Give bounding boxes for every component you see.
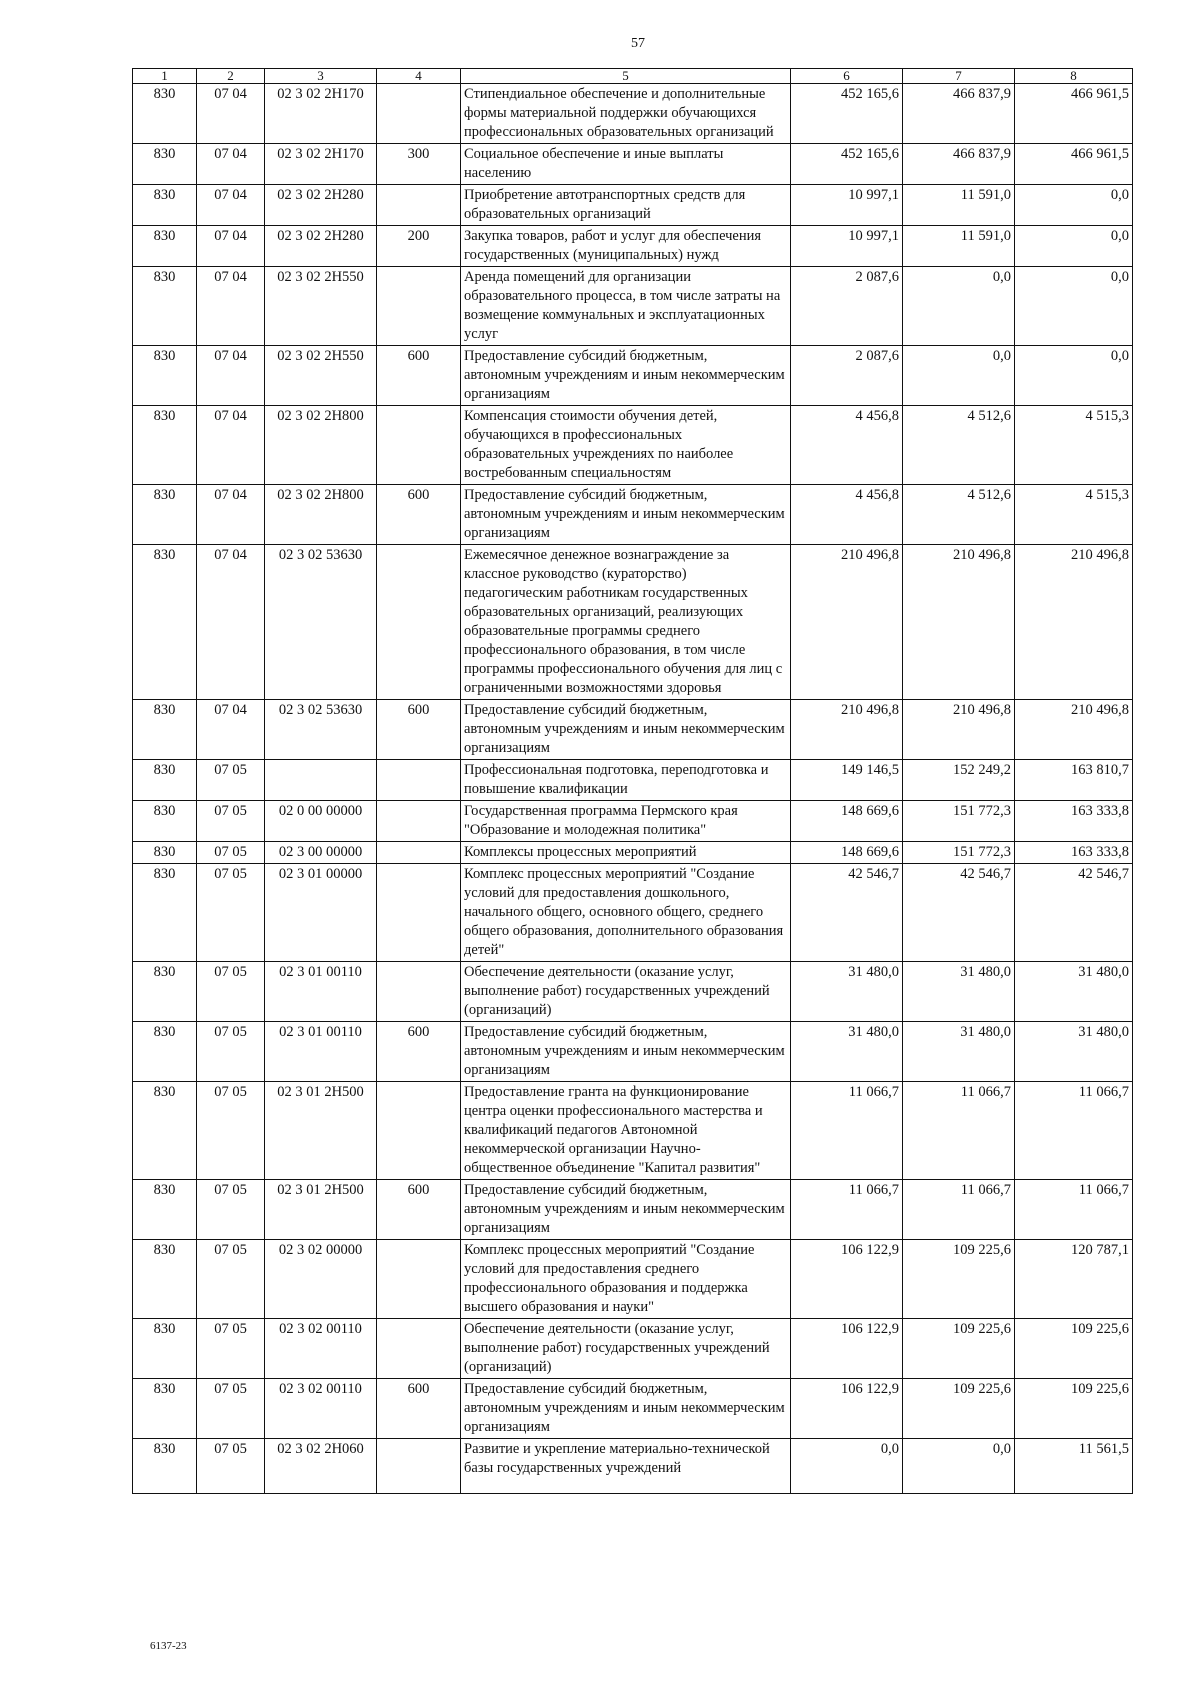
cell-amount-7: 0,0 bbox=[903, 346, 1015, 406]
header-row bbox=[133, 69, 1133, 84]
cell-admin-code: 830 bbox=[133, 226, 197, 267]
cell-target-code: 02 3 02 53630 bbox=[265, 700, 377, 760]
header-cell: 8 bbox=[1015, 69, 1133, 84]
cell-description: Закупка товаров, работ и услуг для обеспечения государственных (муниципальных) нужд bbox=[461, 226, 791, 267]
cell-admin-code: 830 bbox=[133, 801, 197, 842]
table-row bbox=[133, 185, 1133, 226]
cell-section: 07 05 bbox=[197, 1180, 265, 1240]
cell-admin-code: 830 bbox=[133, 267, 197, 346]
table-row bbox=[133, 545, 1133, 700]
cell-section: 07 04 bbox=[197, 485, 265, 545]
cell-amount-6: 4 456,8 bbox=[791, 406, 903, 485]
cell-section: 07 05 bbox=[197, 760, 265, 801]
cell-section: 07 04 bbox=[197, 346, 265, 406]
table-row bbox=[133, 760, 1133, 801]
cell-description: Обеспечение деятельности (оказание услуг, выполнение работ) государственных учреждений (организаций) bbox=[461, 1319, 791, 1379]
cell-admin-code: 830 bbox=[133, 144, 197, 185]
cell-section: 07 05 bbox=[197, 1439, 265, 1494]
cell-amount-6: 210 496,8 bbox=[791, 700, 903, 760]
cell-amount-6: 106 122,9 bbox=[791, 1379, 903, 1439]
cell-description: Предоставление субсидий бюджетным, автономным учреждениям и иным некоммерческим организациям bbox=[461, 1022, 791, 1082]
cell-amount-8: 11 066,7 bbox=[1015, 1180, 1133, 1240]
table-row bbox=[133, 84, 1133, 144]
cell-expense-type bbox=[377, 1439, 461, 1494]
header-cell: 5 bbox=[461, 69, 791, 84]
cell-expense-type: 600 bbox=[377, 485, 461, 545]
cell-expense-type bbox=[377, 864, 461, 962]
cell-description: Предоставление субсидий бюджетным, автономным учреждениям и иным некоммерческим организациям bbox=[461, 1379, 791, 1439]
cell-description: Предоставление субсидий бюджетным, автономным учреждениям и иным некоммерческим организациям bbox=[461, 1180, 791, 1240]
cell-amount-7: 0,0 bbox=[903, 267, 1015, 346]
cell-target-code: 02 3 02 2Н800 bbox=[265, 406, 377, 485]
cell-amount-7: 152 249,2 bbox=[903, 760, 1015, 801]
cell-target-code: 02 3 00 00000 bbox=[265, 842, 377, 864]
cell-amount-6: 10 997,1 bbox=[791, 185, 903, 226]
cell-amount-7: 4 512,6 bbox=[903, 485, 1015, 545]
cell-amount-8: 42 546,7 bbox=[1015, 864, 1133, 962]
cell-amount-7: 31 480,0 bbox=[903, 962, 1015, 1022]
cell-amount-8: 0,0 bbox=[1015, 185, 1133, 226]
cell-expense-type bbox=[377, 1082, 461, 1180]
cell-expense-type: 300 bbox=[377, 144, 461, 185]
cell-amount-8: 4 515,3 bbox=[1015, 406, 1133, 485]
cell-section: 07 04 bbox=[197, 406, 265, 485]
cell-amount-6: 106 122,9 bbox=[791, 1319, 903, 1379]
cell-expense-type bbox=[377, 185, 461, 226]
cell-amount-7: 31 480,0 bbox=[903, 1022, 1015, 1082]
cell-section: 07 04 bbox=[197, 545, 265, 700]
cell-amount-8: 163 333,8 bbox=[1015, 801, 1133, 842]
table-row bbox=[133, 1180, 1133, 1240]
cell-amount-7: 151 772,3 bbox=[903, 801, 1015, 842]
cell-amount-8: 0,0 bbox=[1015, 346, 1133, 406]
cell-admin-code: 830 bbox=[133, 842, 197, 864]
cell-amount-8: 11 066,7 bbox=[1015, 1082, 1133, 1180]
cell-description: Аренда помещений для организации образовательного процесса, в том числе затраты на возмещение коммунальных и эксплуатационных услуг bbox=[461, 267, 791, 346]
cell-section: 07 05 bbox=[197, 1022, 265, 1082]
cell-target-code: 02 0 00 00000 bbox=[265, 801, 377, 842]
table-row bbox=[133, 1240, 1133, 1319]
cell-amount-6: 11 066,7 bbox=[791, 1180, 903, 1240]
table-row bbox=[133, 864, 1133, 962]
cell-admin-code: 830 bbox=[133, 1180, 197, 1240]
cell-admin-code: 830 bbox=[133, 346, 197, 406]
cell-amount-6: 31 480,0 bbox=[791, 1022, 903, 1082]
cell-target-code: 02 3 01 00000 bbox=[265, 864, 377, 962]
cell-amount-6: 210 496,8 bbox=[791, 545, 903, 700]
cell-section: 07 04 bbox=[197, 144, 265, 185]
cell-description: Предоставление субсидий бюджетным, автономным учреждениям и иным некоммерческим организациям bbox=[461, 485, 791, 545]
table-row bbox=[133, 842, 1133, 864]
cell-description: Ежемесячное денежное вознаграждение за классное руководство (кураторство) педагогическим работникам государственных образовательных организаций, реализующих образовательные программы среднего профессионального образования, в том числе программы профессионального обучения для лиц с ограниченными возможностями здоровья bbox=[461, 545, 791, 700]
cell-amount-7: 151 772,3 bbox=[903, 842, 1015, 864]
cell-target-code: 02 3 02 00110 bbox=[265, 1319, 377, 1379]
cell-section: 07 04 bbox=[197, 185, 265, 226]
cell-amount-6: 10 997,1 bbox=[791, 226, 903, 267]
cell-expense-type: 200 bbox=[377, 226, 461, 267]
cell-amount-7: 11 591,0 bbox=[903, 185, 1015, 226]
cell-section: 07 05 bbox=[197, 1379, 265, 1439]
cell-expense-type: 600 bbox=[377, 1022, 461, 1082]
cell-expense-type bbox=[377, 1240, 461, 1319]
cell-amount-6: 2 087,6 bbox=[791, 267, 903, 346]
table-row bbox=[133, 406, 1133, 485]
cell-target-code: 02 3 02 00110 bbox=[265, 1379, 377, 1439]
cell-amount-6: 148 669,6 bbox=[791, 801, 903, 842]
cell-amount-6: 0,0 bbox=[791, 1439, 903, 1494]
cell-expense-type: 600 bbox=[377, 1180, 461, 1240]
cell-admin-code: 830 bbox=[133, 1240, 197, 1319]
cell-section: 07 05 bbox=[197, 1240, 265, 1319]
table-row bbox=[133, 267, 1133, 346]
cell-admin-code: 830 bbox=[133, 84, 197, 144]
cell-amount-8: 210 496,8 bbox=[1015, 545, 1133, 700]
cell-description: Стипендиальное обеспечение и дополнительные формы материальной поддержки обучающихся профессиональных образовательных организаций bbox=[461, 84, 791, 144]
cell-amount-6: 4 456,8 bbox=[791, 485, 903, 545]
header-cell: 2 bbox=[197, 69, 265, 84]
cell-section: 07 05 bbox=[197, 842, 265, 864]
cell-description: Предоставление субсидий бюджетным, автономным учреждениям и иным некоммерческим организациям bbox=[461, 700, 791, 760]
cell-amount-7: 466 837,9 bbox=[903, 84, 1015, 144]
table-row bbox=[133, 700, 1133, 760]
cell-admin-code: 830 bbox=[133, 1379, 197, 1439]
cell-amount-7: 210 496,8 bbox=[903, 545, 1015, 700]
cell-amount-7: 11 066,7 bbox=[903, 1082, 1015, 1180]
table-row bbox=[133, 485, 1133, 545]
table-body bbox=[133, 84, 1133, 1494]
cell-target-code: 02 3 02 2Н170 bbox=[265, 84, 377, 144]
table-row bbox=[133, 1022, 1133, 1082]
page-number: 57 bbox=[631, 36, 645, 51]
cell-section: 07 05 bbox=[197, 1319, 265, 1379]
cell-expense-type bbox=[377, 962, 461, 1022]
cell-amount-8: 163 333,8 bbox=[1015, 842, 1133, 864]
cell-amount-7: 109 225,6 bbox=[903, 1319, 1015, 1379]
cell-target-code: 02 3 02 2Н550 bbox=[265, 267, 377, 346]
cell-amount-7: 11 591,0 bbox=[903, 226, 1015, 267]
cell-expense-type bbox=[377, 267, 461, 346]
cell-admin-code: 830 bbox=[133, 185, 197, 226]
cell-amount-8: 0,0 bbox=[1015, 226, 1133, 267]
cell-section: 07 04 bbox=[197, 84, 265, 144]
cell-amount-6: 148 669,6 bbox=[791, 842, 903, 864]
cell-expense-type: 600 bbox=[377, 1379, 461, 1439]
table-row bbox=[133, 226, 1133, 267]
cell-expense-type bbox=[377, 406, 461, 485]
cell-target-code: 02 3 02 53630 bbox=[265, 545, 377, 700]
cell-section: 07 05 bbox=[197, 864, 265, 962]
cell-amount-8: 466 961,5 bbox=[1015, 144, 1133, 185]
cell-description: Комплекс процессных мероприятий "Создание условий для предоставления дошкольного, начального общего, основного общего, среднего общего образования, дополнительного образования детей" bbox=[461, 864, 791, 962]
header-cell: 3 bbox=[265, 69, 377, 84]
cell-expense-type bbox=[377, 842, 461, 864]
cell-section: 07 05 bbox=[197, 1082, 265, 1180]
cell-description: Комплекс процессных мероприятий "Создание условий для предоставления среднего профессионального образования и поддержка высшего образования и науки" bbox=[461, 1240, 791, 1319]
cell-expense-type bbox=[377, 801, 461, 842]
table-row bbox=[133, 346, 1133, 406]
header-cell: 4 bbox=[377, 69, 461, 84]
cell-amount-6: 11 066,7 bbox=[791, 1082, 903, 1180]
cell-expense-type bbox=[377, 545, 461, 700]
header-cell: 7 bbox=[903, 69, 1015, 84]
cell-description: Профессиональная подготовка, переподготовка и повышение квалификации bbox=[461, 760, 791, 801]
table-row bbox=[133, 1439, 1133, 1494]
cell-amount-8: 0,0 bbox=[1015, 267, 1133, 346]
table-header bbox=[133, 69, 1133, 84]
cell-amount-7: 466 837,9 bbox=[903, 144, 1015, 185]
cell-admin-code: 830 bbox=[133, 700, 197, 760]
cell-expense-type: 600 bbox=[377, 700, 461, 760]
cell-target-code bbox=[265, 760, 377, 801]
cell-description: Предоставление гранта на функционирование центра оценки профессионального мастерства и квалификаций педагогов Автономной некоммерческой организации Научно-общественное объединение "Капитал развития" bbox=[461, 1082, 791, 1180]
cell-admin-code: 830 bbox=[133, 1319, 197, 1379]
cell-admin-code: 830 bbox=[133, 962, 197, 1022]
cell-target-code: 02 3 02 2Н060 bbox=[265, 1439, 377, 1494]
cell-expense-type bbox=[377, 1319, 461, 1379]
cell-amount-8: 109 225,6 bbox=[1015, 1319, 1133, 1379]
document-code: 6137-23 bbox=[150, 1640, 187, 1652]
cell-description: Развитие и укрепление материально-технической базы государственных учреждений bbox=[461, 1439, 791, 1494]
cell-description: Предоставление субсидий бюджетным, автономным учреждениям и иным некоммерческим организациям bbox=[461, 346, 791, 406]
cell-admin-code: 830 bbox=[133, 485, 197, 545]
cell-amount-8: 4 515,3 bbox=[1015, 485, 1133, 545]
cell-target-code: 02 3 01 00110 bbox=[265, 1022, 377, 1082]
cell-amount-8: 11 561,5 bbox=[1015, 1439, 1133, 1494]
cell-amount-6: 2 087,6 bbox=[791, 346, 903, 406]
header-cell: 6 bbox=[791, 69, 903, 84]
cell-expense-type bbox=[377, 84, 461, 144]
cell-target-code: 02 3 02 00000 bbox=[265, 1240, 377, 1319]
cell-description: Компенсация стоимости обучения детей, обучающихся в профессиональных образовательных учреждениях по наиболее востребованным специальностям bbox=[461, 406, 791, 485]
table-row bbox=[133, 1082, 1133, 1180]
cell-amount-6: 452 165,6 bbox=[791, 84, 903, 144]
cell-section: 07 04 bbox=[197, 700, 265, 760]
table-row bbox=[133, 1319, 1133, 1379]
budget-table bbox=[132, 68, 1133, 1494]
cell-admin-code: 830 bbox=[133, 1082, 197, 1180]
cell-admin-code: 830 bbox=[133, 406, 197, 485]
cell-amount-8: 120 787,1 bbox=[1015, 1240, 1133, 1319]
cell-admin-code: 830 bbox=[133, 1439, 197, 1494]
cell-amount-7: 4 512,6 bbox=[903, 406, 1015, 485]
cell-description: Комплексы процессных мероприятий bbox=[461, 842, 791, 864]
cell-amount-6: 106 122,9 bbox=[791, 1240, 903, 1319]
cell-amount-8: 466 961,5 bbox=[1015, 84, 1133, 144]
cell-amount-7: 0,0 bbox=[903, 1439, 1015, 1494]
cell-expense-type: 600 bbox=[377, 346, 461, 406]
cell-section: 07 05 bbox=[197, 801, 265, 842]
cell-amount-6: 31 480,0 bbox=[791, 962, 903, 1022]
cell-target-code: 02 3 01 00110 bbox=[265, 962, 377, 1022]
cell-target-code: 02 3 01 2Н500 bbox=[265, 1180, 377, 1240]
cell-admin-code: 830 bbox=[133, 545, 197, 700]
cell-target-code: 02 3 02 2Н550 bbox=[265, 346, 377, 406]
cell-target-code: 02 3 02 2Н170 bbox=[265, 144, 377, 185]
cell-amount-7: 42 546,7 bbox=[903, 864, 1015, 962]
cell-target-code: 02 3 02 2Н280 bbox=[265, 226, 377, 267]
cell-description: Обеспечение деятельности (оказание услуг, выполнение работ) государственных учреждений (организаций) bbox=[461, 962, 791, 1022]
cell-amount-8: 109 225,6 bbox=[1015, 1379, 1133, 1439]
cell-amount-7: 11 066,7 bbox=[903, 1180, 1015, 1240]
cell-expense-type bbox=[377, 760, 461, 801]
table-row bbox=[133, 962, 1133, 1022]
cell-section: 07 04 bbox=[197, 267, 265, 346]
header-cell: 1 bbox=[133, 69, 197, 84]
table-row bbox=[133, 144, 1133, 185]
cell-amount-8: 31 480,0 bbox=[1015, 1022, 1133, 1082]
cell-section: 07 05 bbox=[197, 962, 265, 1022]
cell-description: Государственная программа Пермского края "Образование и молодежная политика" bbox=[461, 801, 791, 842]
cell-amount-7: 210 496,8 bbox=[903, 700, 1015, 760]
cell-admin-code: 830 bbox=[133, 1022, 197, 1082]
cell-amount-8: 163 810,7 bbox=[1015, 760, 1133, 801]
cell-amount-8: 31 480,0 bbox=[1015, 962, 1133, 1022]
cell-amount-6: 149 146,5 bbox=[791, 760, 903, 801]
cell-amount-6: 452 165,6 bbox=[791, 144, 903, 185]
cell-amount-7: 109 225,6 bbox=[903, 1379, 1015, 1439]
cell-admin-code: 830 bbox=[133, 864, 197, 962]
cell-target-code: 02 3 02 2Н280 bbox=[265, 185, 377, 226]
cell-target-code: 02 3 01 2Н500 bbox=[265, 1082, 377, 1180]
cell-description: Приобретение автотранспортных средств для образовательных организаций bbox=[461, 185, 791, 226]
cell-target-code: 02 3 02 2Н800 bbox=[265, 485, 377, 545]
cell-admin-code: 830 bbox=[133, 760, 197, 801]
cell-description: Социальное обеспечение и иные выплаты населению bbox=[461, 144, 791, 185]
table-row bbox=[133, 801, 1133, 842]
cell-amount-8: 210 496,8 bbox=[1015, 700, 1133, 760]
cell-section: 07 04 bbox=[197, 226, 265, 267]
cell-amount-7: 109 225,6 bbox=[903, 1240, 1015, 1319]
cell-amount-6: 42 546,7 bbox=[791, 864, 903, 962]
table-row bbox=[133, 1379, 1133, 1439]
